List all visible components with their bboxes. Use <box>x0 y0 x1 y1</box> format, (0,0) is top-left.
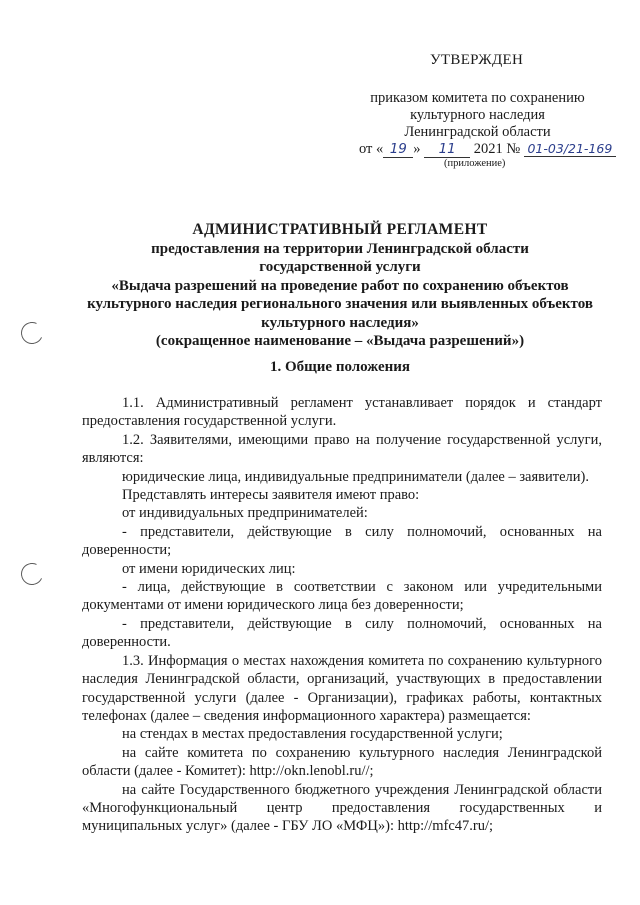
handwritten-order-number: 01-03/21-169 <box>524 141 616 157</box>
paragraph: 1.3. Информация о местах нахождения комитета по сохранению культурного наследия Ленинградской области, организаций, участвующих в предоставлении государственной услуги (далее - Организации), графиках работы, контактных телефонах (далее – сведения информационного характера) размещается: <box>82 652 602 724</box>
paragraph: Представлять интересы заявителя имеют право: <box>122 487 420 504</box>
section-heading: 1. Общие положения <box>269 359 411 375</box>
order-date-line <box>355 141 613 158</box>
paragraph: 1.2. Заявителями, имеющими право на получение государственной услуги, являются: <box>82 431 602 467</box>
approval-line: культурного наследия <box>410 107 545 123</box>
paragraph: - лица, действующие в соответствии с законом или учредительными документами от имени юридического лица без доверенности; <box>82 579 602 614</box>
handwritten-day: 19 <box>383 142 413 158</box>
paragraph: на стендах в местах предоставления государственной услуги; <box>122 726 503 743</box>
paragraph: - представители, действующие в силу полномочий, основанных на доверенности; <box>82 523 602 559</box>
regulation-title <box>70 221 610 351</box>
paragraph: юридические лица, индивидуальные предприниматели (далее – заявители). <box>122 468 589 485</box>
punch-hole-icon <box>18 560 46 588</box>
approval-block <box>355 90 613 158</box>
title-short-name: (сокращенное наименование – «Выдача разрешений») <box>155 333 525 349</box>
document-title: АДМИНИСТРАТИВНЫЙ РЕГЛАМЕНТ <box>192 221 488 238</box>
approval-line: Ленинградской области <box>404 124 551 140</box>
title-line: культурного наследия» <box>261 314 419 331</box>
approval-stamp-title: УТВЕРЖДЕН <box>430 52 524 68</box>
punch-hole-icon <box>18 319 46 347</box>
paragraph: от имени юридических лиц: <box>122 560 296 577</box>
paragraph: на сайте Государственного бюджетного учреждения Ленинградской области «Многофункциональный центр предоставления государственных и муниципальных услуг» (далее - ГБУ ЛО «МФЦ»): http://mfc47.ru/; <box>82 781 602 835</box>
appendix-note: (приложение) <box>444 158 506 169</box>
paragraph: - представители, действующие в силу полномочий, основанных на доверенности. <box>82 615 602 651</box>
date-prefix: от « <box>359 141 384 157</box>
title-line: «Выдача разрешений на проведение работ по сохранению объектов <box>111 277 569 294</box>
handwritten-month: 11 <box>424 142 470 158</box>
approval-line: приказом комитета по сохранению <box>370 90 585 106</box>
order-year: 2021 № <box>473 141 521 157</box>
title-line: государственной услуги <box>259 259 421 275</box>
title-line: предоставления на территории Ленинградской области <box>151 240 529 257</box>
paragraph: от индивидуальных предпринимателей: <box>122 505 368 522</box>
title-line: культурного наследия регионального значения или выявленных объектов <box>87 296 593 312</box>
paragraph: 1.1. Административный регламент устанавливает порядок и стандарт предоставления государственной услуги. <box>82 395 602 430</box>
date-day-suffix: » <box>413 141 421 157</box>
body-text <box>82 394 602 836</box>
paragraph: на сайте комитета по сохранению культурного наследия Ленинградской области (далее - Комитет): http://okn.lenobl.ru//; <box>82 744 602 780</box>
